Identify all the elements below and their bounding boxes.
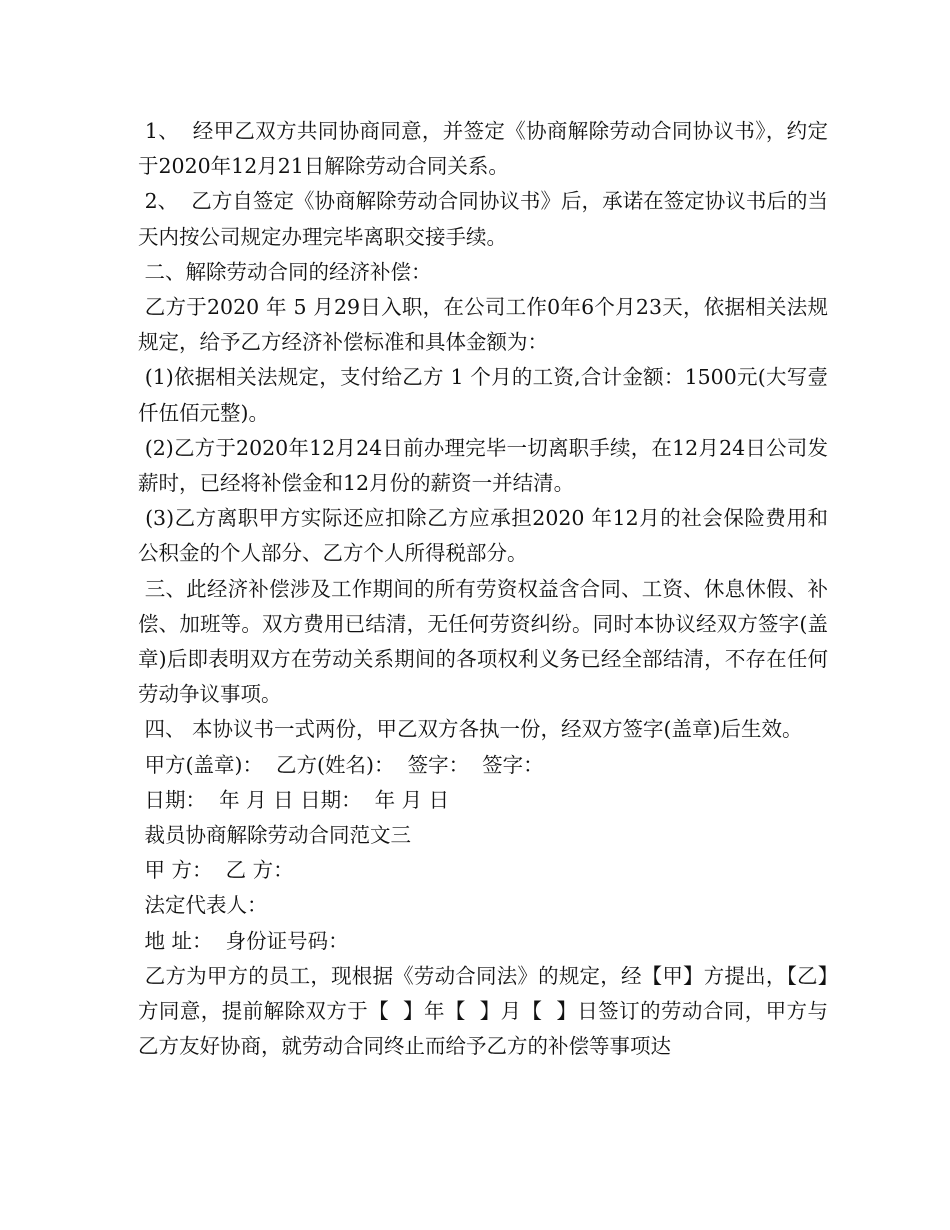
address-id-line: 地 址： 身份证号码： — [138, 928, 349, 953]
paragraph-agreement-intro: 乙方为甲方的员工，现根据《劳动合同法》的规定，经【甲】方提出，【乙】方同意，提前解除双方于【 】年【 】月【 】日签订的劳动合同，甲方与乙方友好协商，就劳动合同终止而给予乙方的补偿等事项达 — [138, 963, 828, 1059]
paragraph-item-1: (1)依据相关法规定，支付给乙方 1 个月的工资,合计金额：1500元(大写壹仟伍佰元整)。 — [138, 365, 828, 425]
paragraph-item-2: (2)乙方于2020年12月24日前办理完毕一切离职手续，在12月24日公司发薪时，已经将补偿金和12月份的薪资一并结清。 — [138, 435, 828, 496]
section-heading-compensation: 二、解除劳动合同的经济补偿： — [138, 259, 432, 284]
document-body — [138, 114, 828, 1064]
paragraph-employment-period: 乙方于2020 年 5 月29日入职，在公司工作0年6个月23天，依据相关法规规定，给予乙方经济补偿标准和具体金额为： — [138, 295, 828, 355]
legal-representative-line: 法定代表人： — [138, 893, 268, 918]
date-line: 日期： 年 月 日 日期： 年 月 日 — [138, 787, 450, 812]
signature-line: 甲方(盖章)： 乙方(姓名)： 签字： 签字： — [138, 752, 544, 777]
parties-line: 甲 方： 乙 方： — [138, 858, 294, 883]
paragraph-terminate-date: 1、 经甲乙双方共同协商同意，并签定《协商解除劳动合同协议书》，约定于2020年12月21日解除劳动合同关系。 — [138, 119, 828, 179]
paragraph-section-4: 四、 本协议书一式两份，甲乙双方各执一份，经双方签字(盖章)后生效。 — [138, 717, 803, 742]
paragraph-item-3: (3)乙方离职甲方实际还应扣除乙方应承担2020 年12月的社会保险费用和公积金的个人部分、乙方个人所得税部分。 — [138, 506, 828, 566]
sample-title: 裁员协商解除劳动合同范文三 — [138, 823, 412, 848]
paragraph-section-3: 三、此经济补偿涉及工作期间的所有劳资权益含合同、工资、休息休假、补偿、加班等。双方费用已结清，无任何劳资纠纷。同时本协议经双方签字(盖章)后即表明双方在劳动关系期间的各项权利义务已经全部结清，不存在任何劳动争议事项。 — [138, 576, 828, 707]
paragraph-handover: 2、 乙方自签定《协商解除劳动合同协议书》后，承诺在签定协议书后的当天内按公司规定办理完毕离职交接手续。 — [138, 189, 828, 249]
